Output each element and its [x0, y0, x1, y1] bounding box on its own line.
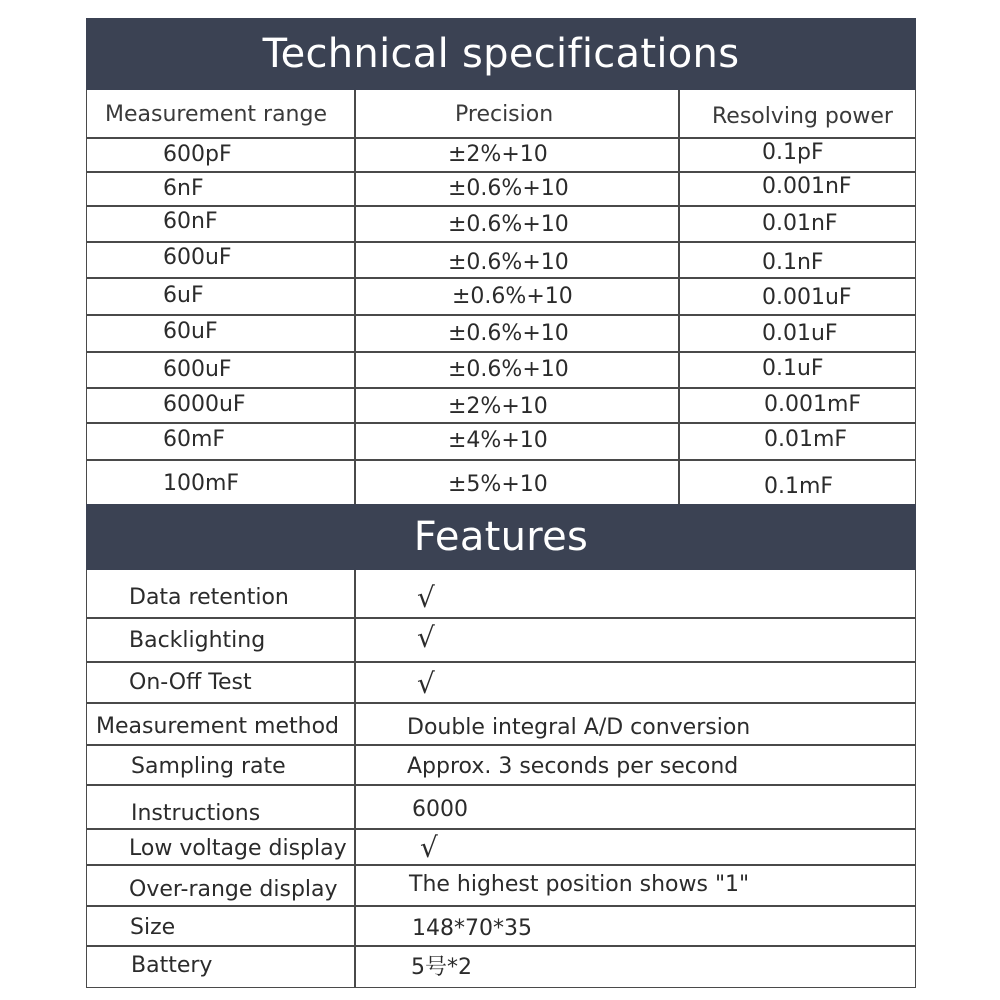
features-row-line	[86, 661, 916, 663]
spec-resolution-cell: 0.1pF	[762, 140, 824, 165]
feature-label: Low voltage display	[129, 836, 347, 861]
feature-value: Approx. 3 seconds per second	[407, 754, 739, 779]
spec-range-cell: 60mF	[163, 427, 226, 452]
feature-label: Size	[130, 915, 176, 940]
spec-row-line	[86, 241, 916, 243]
spec-row-line	[86, 351, 916, 353]
spec-range-cell: 6nF	[163, 176, 204, 201]
spec-range-cell: 100mF	[163, 471, 240, 496]
features-row-line	[86, 702, 916, 704]
check-icon: √	[417, 581, 435, 614]
features-col-divider	[354, 570, 356, 988]
spec-resolution-cell: 0.01uF	[762, 321, 838, 346]
spec-header-resolution: Resolving power	[712, 104, 893, 129]
features-row-line	[86, 864, 916, 866]
spec-row-line	[86, 171, 916, 173]
spec-row-line	[86, 422, 916, 424]
check-icon: √	[417, 667, 435, 700]
features-row-line	[86, 905, 916, 907]
feature-value: The highest position shows "1"	[409, 872, 750, 897]
spec-range-cell: 60nF	[163, 209, 218, 234]
features-row-line	[86, 828, 916, 830]
spec-resolution-cell: 0.1nF	[762, 250, 824, 275]
spec-header-range: Measurement range	[105, 102, 327, 127]
features-row-line	[86, 945, 916, 947]
spec-precision-cell: ±0.6%+10	[448, 212, 569, 237]
feature-label: Battery	[131, 953, 213, 978]
feature-label: Data retention	[129, 585, 289, 610]
feature-label: Measurement method	[96, 714, 339, 739]
spec-range-cell: 600uF	[163, 245, 232, 270]
features-row-line	[86, 744, 916, 746]
spec-range-cell: 600pF	[163, 142, 232, 167]
spec-range-cell: 60uF	[163, 319, 218, 344]
feature-value: 6000	[412, 797, 468, 822]
spec-precision-cell: ±2%+10	[448, 394, 548, 419]
spec-precision-cell: ±0.6%+10	[448, 250, 569, 275]
feature-value: 148*70*35	[412, 916, 532, 941]
spec-title-banner	[86, 18, 916, 90]
feature-value: 5号*2	[411, 955, 472, 980]
spec-row-line	[86, 459, 916, 461]
spec-precision-cell: ±0.6%+10	[452, 284, 573, 309]
spec-title: Technical specifications	[262, 31, 740, 77]
spec-precision-cell: ±2%+10	[448, 142, 548, 167]
feature-label: On-Off Test	[129, 670, 252, 695]
feature-label: Instructions	[131, 801, 261, 826]
spec-resolution-cell: 0.01nF	[762, 211, 838, 236]
check-icon: √	[417, 621, 435, 654]
spec-header-precision: Precision	[455, 102, 554, 127]
spec-resolution-cell: 0.001uF	[762, 285, 852, 310]
spec-precision-cell: ±0.6%+10	[448, 357, 569, 382]
features-title: Features	[413, 514, 589, 560]
spec-resolution-cell: 0.1uF	[762, 356, 824, 381]
features-row-line	[86, 784, 916, 786]
spec-row-line	[86, 387, 916, 389]
spec-row-line	[86, 277, 916, 279]
feature-label: Sampling rate	[131, 754, 286, 779]
spec-resolution-cell: 0.001mF	[764, 392, 862, 417]
features-title-banner	[86, 504, 916, 570]
feature-label: Backlighting	[129, 628, 266, 653]
spec-precision-cell: ±0.6%+10	[448, 176, 569, 201]
spec-resolution-cell: 0.001nF	[762, 174, 852, 199]
feature-value: Double integral A/D conversion	[407, 715, 751, 740]
spec-precision-cell: ±5%+10	[448, 472, 548, 497]
spec-row-line	[86, 314, 916, 316]
spec-precision-cell: ±4%+10	[448, 428, 548, 453]
spec-resolution-cell: 0.01mF	[764, 427, 848, 452]
spec-resolution-cell: 0.1mF	[764, 474, 834, 499]
spec-precision-cell: ±0.6%+10	[448, 321, 569, 346]
spec-range-cell: 6000uF	[163, 392, 246, 417]
spec-col-divider	[678, 90, 680, 504]
spec-range-cell: 6uF	[163, 283, 204, 308]
spec-row-line	[86, 205, 916, 207]
features-row-line	[86, 617, 916, 619]
spec-range-cell: 600uF	[163, 357, 232, 382]
check-icon: √	[420, 831, 438, 864]
spec-col-divider	[354, 90, 356, 504]
spec-row-line	[86, 137, 916, 139]
feature-label: Over-range display	[129, 877, 338, 902]
